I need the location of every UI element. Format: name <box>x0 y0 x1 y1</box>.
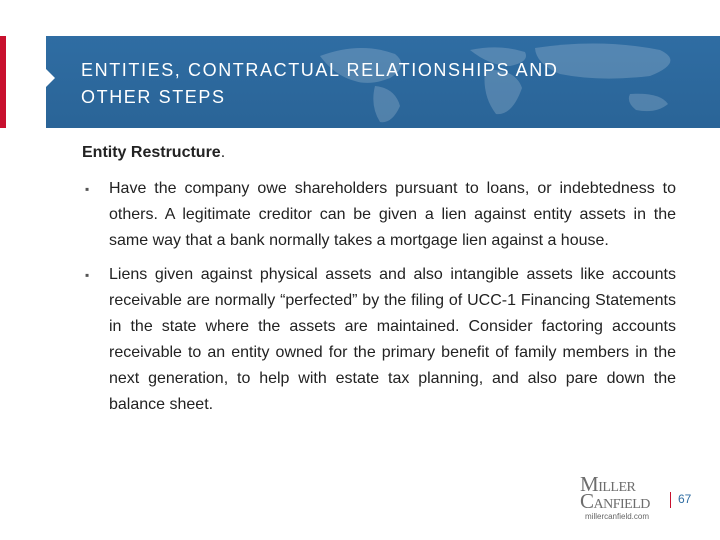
slide-title-line2: OTHER STEPS <box>81 87 226 107</box>
section-heading <box>82 144 676 162</box>
bullet-square-icon: ▪ <box>85 182 90 196</box>
bullet-text: Have the company owe shareholders pursuant to loans, or indebtedness to others. A legitimate creditor can be given a lien against entity assets in the same way that a bank normally takes a mortgage lien against a house. <box>109 180 676 249</box>
logo-website: millercanfield.com <box>585 512 650 521</box>
slide-title <box>81 57 558 111</box>
logo-line-miller: MILLER <box>580 472 636 496</box>
bullet-text: Liens given against physical assets and also intangible assets like accounts receivable are normally “perfected” by the filing of UCC-1 Financing Statements in the state where the assets are maintained. Consider factoring accounts receivable to an entity owned for the primary benefit of family members in the next generation, to help with estate tax planning, and also pare down the balance sheet. <box>109 266 676 413</box>
miller-canfield-logo <box>580 474 666 522</box>
slide-body <box>82 144 676 426</box>
page-number: 67 <box>678 492 692 506</box>
section-heading-text: Entity Restructure <box>82 144 221 161</box>
section-heading-suffix: . <box>220 144 226 161</box>
bullet-square-icon: ▪ <box>85 268 90 282</box>
footer-divider <box>670 492 671 508</box>
accent-bar <box>0 36 6 128</box>
banner-notch <box>46 69 55 87</box>
slide-title-line1: ENTITIES, CONTRACTUAL RELATIONSHIPS AND <box>81 60 559 80</box>
bullet-item <box>82 262 676 418</box>
logo-line-canfield: CANFIELD <box>580 489 650 513</box>
title-banner <box>46 36 720 128</box>
bullet-item <box>82 176 676 254</box>
